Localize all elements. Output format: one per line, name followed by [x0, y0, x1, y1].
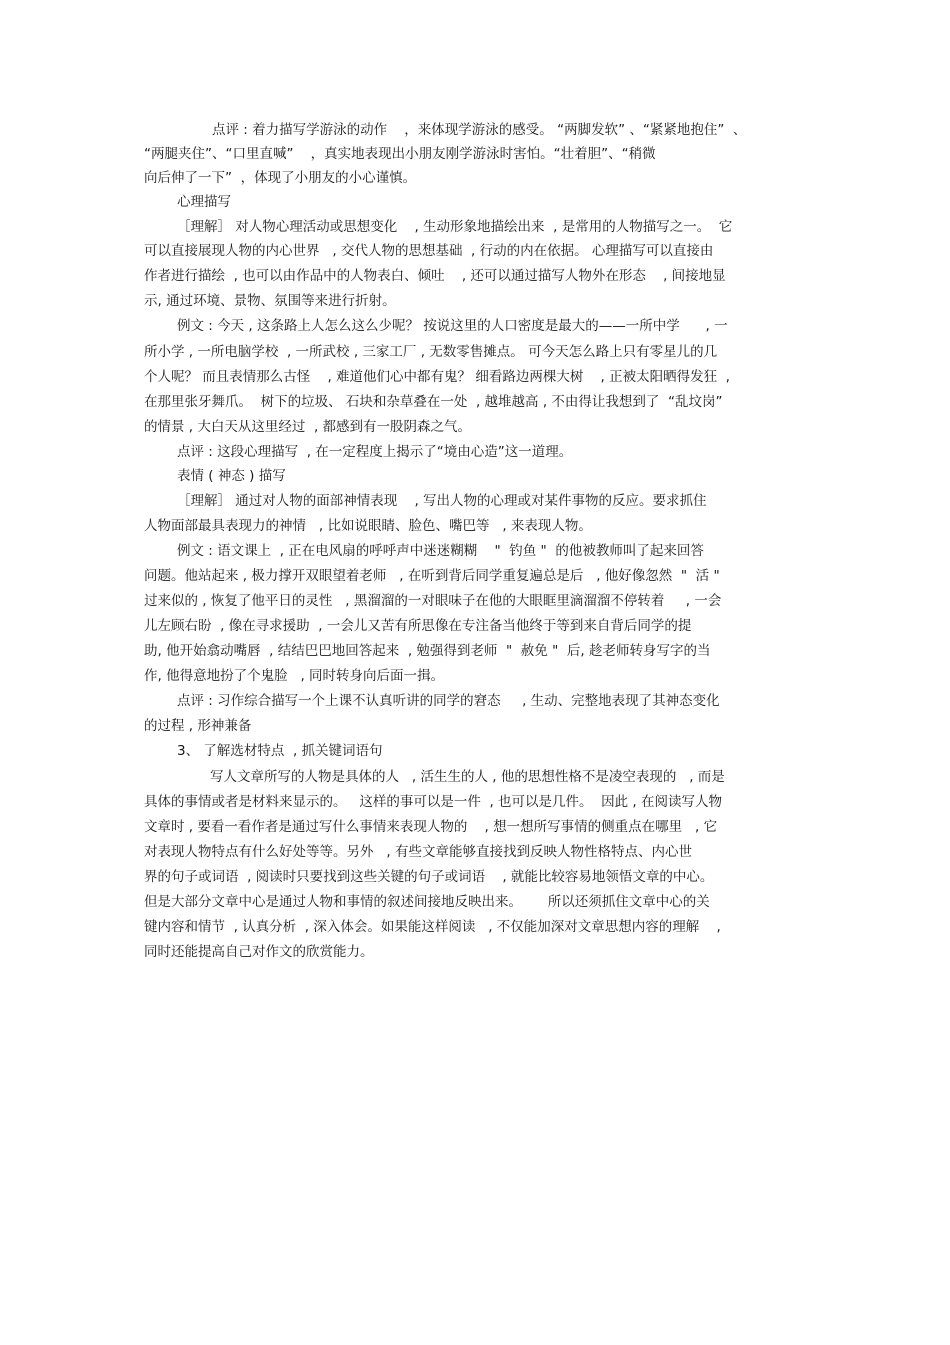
text-line: 作者进行描绘 , 也可以由作品中的人物表白、倾吐 , 还可以通过描写人物外在形态 , 间接地显: [144, 268, 726, 284]
text-line: 过来似的 , 恢复了他平日的灵性 , 黑溜溜的一对眼味子在他的大眼眶里滴溜溜不停转着 , 一会: [144, 593, 722, 609]
text-line: 同时还能提高自己对作文的欣赏能力。: [144, 944, 374, 960]
text-line: 例文 : 语文课上 , 正在电风扇的呼呼声中迷迷糊糊 " 钓鱼 " 的他被教师叫了起来回答: [177, 543, 704, 559]
text-line: “两腿夹住”、“口里直喊” ，真实地表现出小朋友刚学游泳时害怕。“壮着胆”、“稍微: [144, 146, 656, 162]
text-line: 作, 他得意地扮了个鬼脸 , 同时转身向后面一揖。: [144, 668, 445, 684]
text-line: ［理解］ 对人物心理活动或思想变化 , 生动形象地描绘出来 , 是常用的人物描写之一。 它: [177, 219, 733, 235]
text-line: 例文 : 今天 , 这条路上人怎么这么少呢？ 按说这里的人口密度是最大的——一所中学 , 一: [177, 318, 728, 334]
section-heading: 心理描写: [177, 194, 231, 210]
text-line: 儿左顾右盼 , 像在寻求援助 , 一会儿又苦有所思像在专注备当他终于等到来自背后同学的提: [144, 618, 692, 634]
text-line: 点评 : 习作综合描写一个上课不认真听讲的同学的窘态 , 生动、完整地表现了其神态变化: [177, 693, 720, 709]
text-line: 助, 他开始翕动嘴唇 , 结结巴巴地回答起来 , 勉强得到老师 " 赦免 " 后, 趁老师转身写字的当: [144, 643, 711, 659]
text-line: 的过程 , 形神兼备: [144, 718, 252, 734]
text-line: 在那里张牙舞爪。 树下的垃圾、 石块和杂草叠在一处 , 越堆越高 , 不由得让我想到了 “乱坟岗”: [144, 394, 723, 410]
text-line: 问题。他站起来 , 极力撑开双眼望着老师 , 在听到背后同学重复遍总是后 , 他好像忽然 " 活 ": [144, 568, 720, 584]
text-line: 写人文章所写的人物是具体的人 , 活生生的人 , 他的思想性格不是凌空表现的 , 而是: [210, 769, 725, 785]
section-heading: 3、 了解选材特点 , 抓关键词语句: [177, 743, 383, 759]
text-line: 具体的事情或者是材料来显示的。 这样的事可以是一件 , 也可以是几件。 因此 , 在阅读写人物: [144, 794, 722, 810]
text-line: 对表现人物特点有什么好处等等。另外 , 有些文章能够直接找到反映人物性格特点、内心世: [144, 844, 692, 860]
text-line: 示, 通过环境、景物、氛围等来进行折射。: [144, 293, 396, 309]
text-line: 但是大部分文章中心是通过人物和事情的叙述间接地反映出来。 所以还须抓住文章中心的关: [144, 894, 710, 910]
text-line: 所小学 , 一所电脑学校 , 一所武校 , 三家工厂 , 无数零售摊点。 可今天怎么路上只有零星儿的几: [144, 344, 718, 360]
text-line: 向后伸了一下” ，体现了小朋友的小心谨慎。: [144, 170, 417, 186]
text-line: 可以直接展现人物的内心世界 , 交代人物的思想基础 , 行动的内在依据。 心理描写可以直接由: [144, 243, 714, 259]
text-line: 个人呢？ 而且表情那么古怪 , 难道他们心中都有鬼？ 细看路边两棵大树 , 正被太阳晒得发狂 ,: [144, 369, 730, 385]
text-line: 界的句子或词语 , 阅读时只要找到这些关键的句子或词语 , 就能比较容易地领悟文章的中心。: [144, 869, 714, 885]
text-line: 文章时 , 要看一看作者是通过写什么事情来表现人物的 , 想一想所写事情的侧重点在哪里 , 它: [144, 819, 718, 835]
section-heading: 表情 ( 神态 ) 描写: [177, 468, 286, 484]
text-line: 人物面部最具表现力的神情 , 比如说眼睛、脸色、嘴巴等 , 来表现人物。: [144, 518, 592, 534]
text-line: ［理解］ 通过对人物的面部神情表现 , 写出人物的心理或对某件事物的反应。要求抓住: [177, 493, 707, 509]
text-line: 键内容和情节 , 认真分析 , 深入体会。如果能这样阅读 , 不仅能加深对文章思想内容的理解 ,: [144, 919, 721, 935]
text-line: 的情景 , 大白天从这里经过 , 都感到有一股阴森之气。: [144, 419, 472, 435]
text-line: 点评 : 着力描写学游泳的动作 ，来体现学游泳的感受。 “两脚发软” 、“紧紧地抱住” 、: [212, 122, 747, 138]
text-line: 点评 : 这段心理描写 , 在一定程度上揭示了“境由心造”这一道理。: [177, 444, 573, 460]
